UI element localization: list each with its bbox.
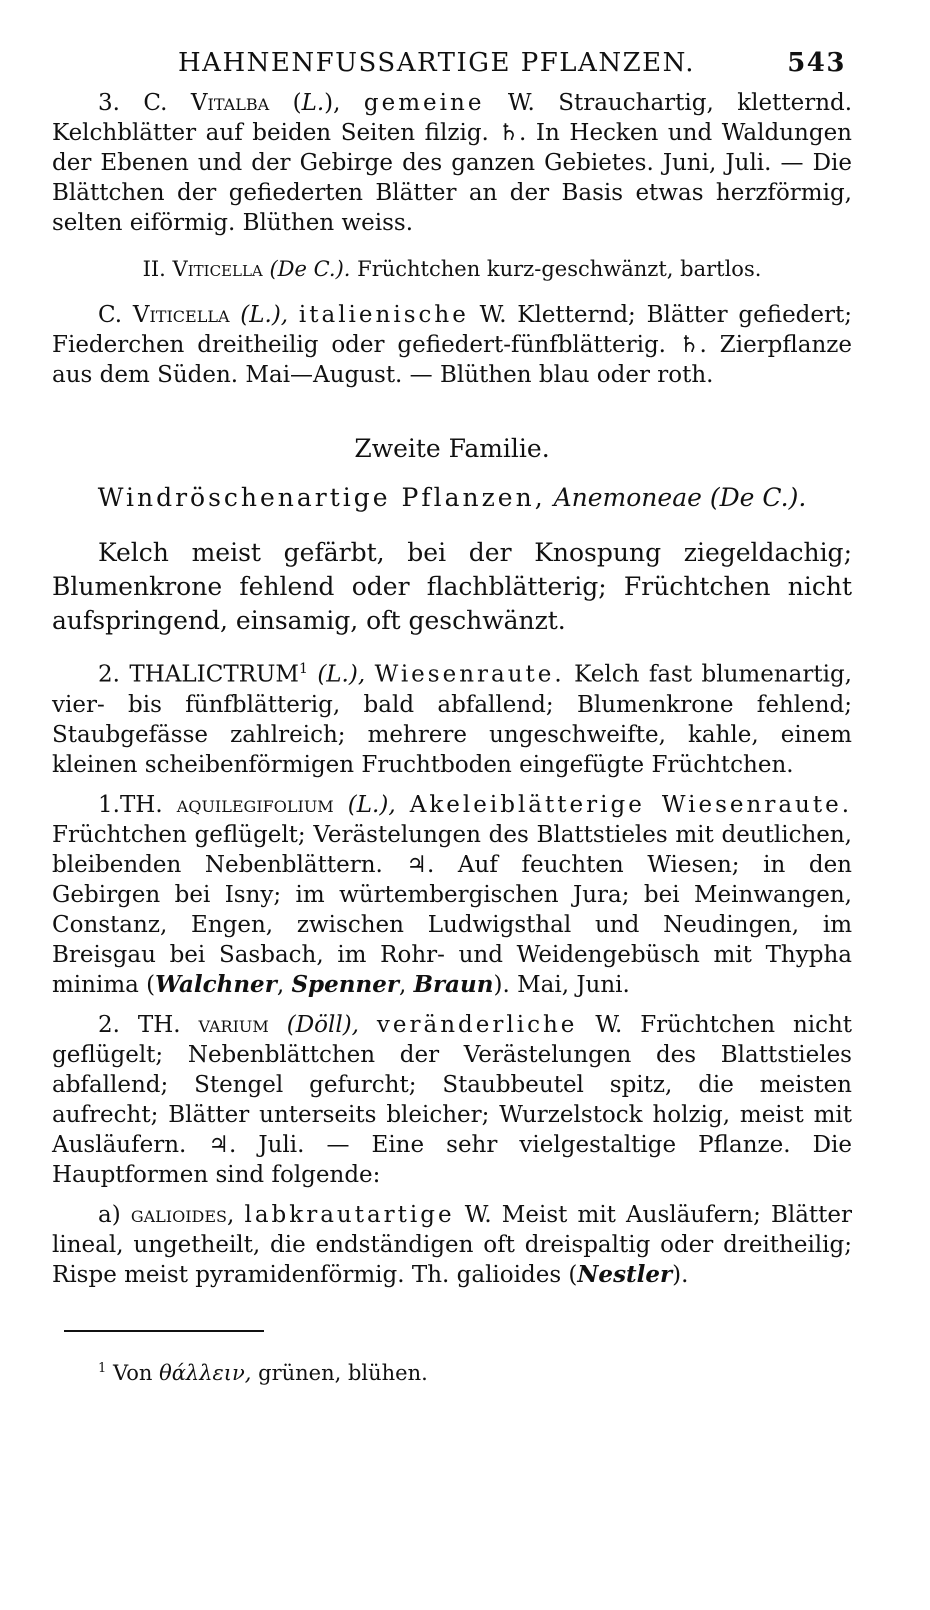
author: (L.), <box>317 661 366 688</box>
entry-galioides: a) galioides, labkrautartige W. Meist mit Ausläufern; Blätter lineal, ungetheilt, die endständigen oft dreispaltig oder dreitheilig; Rispe meist pyramidenförmig. Th. galioides (Nestler). <box>52 1201 853 1288</box>
entry-number: C. <box>98 302 123 328</box>
family-latin-name: Anemoneae (De C.). <box>553 483 807 512</box>
common-name: veränderliche <box>376 1011 578 1038</box>
author: (L.), <box>240 302 289 328</box>
family-heading: Zweite Familie. <box>354 434 550 463</box>
running-header <box>52 48 852 88</box>
entry-text: W. Kletternd; Blätter gefiedert; Fiederchen dreitheilig oder gefiedert-fünfblätterig. ♄. Zierpflanze aus dem Süden. Mai—August. — Blüthen blau oder roth. <box>52 302 852 388</box>
citation: Walchner <box>155 970 277 998</box>
entry-text: Früchtchen geflügelt; Verästelungen des Blattstieles mit deutlichen, bleibenden Nebenblättern. ♃. Auf feuchten Wiesen; in den Gebirgen bei Isny; im würtembergischen Jura; bei Meinwangen, Constanz, Engen, zwischen Ludwigsthal und Neudingen, im Breisgau bei Sasbach, im Rohr- und Weidengebüsch mit Thypha minima ( <box>52 821 852 998</box>
footnote-ref[interactable]: 1 <box>298 661 308 677</box>
entry-viticella <box>52 300 852 390</box>
genus-thalictrum <box>52 654 852 780</box>
author: (Döll), <box>286 1011 359 1038</box>
species-name: varium <box>198 1011 269 1038</box>
citation: Nestler <box>577 1260 673 1288</box>
author: (L.), <box>347 791 396 818</box>
entry-varium <box>52 1010 852 1190</box>
running-title: HAHNENFUSSARTIGE PFLANZEN. <box>178 48 695 78</box>
entry-text: W. Meist mit Ausläufern; Blätter lineal, ungetheilt, die endständigen oft dreispaltig oder dreitheilig; Rispe meist pyramidenförmig. Th. galioides ( <box>52 1201 853 1288</box>
entry-number: 3. C. <box>98 90 168 116</box>
page-number: 543 <box>787 48 846 78</box>
variety-name: galioides, <box>130 1201 235 1228</box>
entry-number: 1.TH. <box>98 791 163 818</box>
author: L. <box>301 90 325 116</box>
citation: Spenner <box>291 970 399 998</box>
entry-text: W. Früchtchen nicht geflügelt; Nebenblättchen der Verästelungen des Blattstieles abfallend; Stengel gefurcht; Staubbeutel spitz, die meisten aufrecht; Blätter unterseits bleicher; Wurzelstock holzig, meist mit Ausläufern. ♃. Juli. — Eine sehr vielgestaltige Pflanze. Die Hauptformen sind folgende: <box>52 1011 853 1188</box>
author: (De C.). <box>269 257 351 281</box>
species-name: Vitalba <box>190 90 270 116</box>
common-name: labkrautartige <box>244 1201 455 1228</box>
section-viticella: II. Viticella (De C.). Früchtchen kurz-geschwänzt, bartlos. <box>142 257 762 281</box>
section-desc: Früchtchen kurz-geschwänzt, bartlos. <box>357 257 762 281</box>
entry-vitalba: 3. C. Vitalba (L.), gemeine W. Strauchartig, kletternd. Kelchblätter auf beiden Seiten filzig. ♄. In Hecken und Waldungen der Ebenen und der Gebirge des ganzen Gebietes. Juni, Juli. — Die Blättchen der gefiederten Blätter an der Basis etwas herzförmig, selten eiförmig. Blüthen weiss. <box>52 90 853 236</box>
common-name: gemeine <box>363 90 485 116</box>
section-name: Viticella <box>172 257 263 281</box>
entry-aquilegifolium: 1.TH. aquilegifolium (L.), Akeleiblätterige Wiesenraute. Früchtchen geflügelt; Verästelungen des Blattstieles mit deutlichen, bleibenden Nebenblättern. ♃. Auf feuchten Wiesen; in den Gebirgen bei Isny; im würtembergischen Jura; bei Meinwangen, Constanz, Engen, zwischen Ludwigsthal und Neudingen, im Breisgau bei Sasbach, im Rohr- und Weidengebüsch mit Thypha minima (Walchner, Spenner, Braun). Mai, Juni. <box>52 791 853 998</box>
family-description: Kelch meist gefärbt, bei der Knospung ziegeldachig; Blumenkrone fehlend oder flachblätterig; Früchtchen nicht aufspringend, einsamig, oft geschwänzt. <box>52 538 852 635</box>
footnote-divider <box>64 1330 264 1332</box>
species-name: aquilegifolium <box>176 791 334 818</box>
footnote: $^1$ Von θάλλειν, grünen, blühen. <box>98 1360 428 1385</box>
citation: Braun <box>413 970 494 998</box>
genus-name: THALICTRUM <box>129 661 299 688</box>
page <box>52 48 852 1388</box>
greek-word: θάλλειν, <box>159 1360 252 1385</box>
entry-text: W. Strauchartig, kletternd. Kelchblätter auf beiden Seiten filzig. ♄. In Hecken und Waldungen der Ebenen und der Gebirge des ganzen Gebietes. Juni, Juli. — Die Blättchen der gefiederten Blätter an der Basis etwas herzförmig, selten eiförmig. Blüthen weiss. <box>52 90 853 236</box>
common-name: italienische <box>298 302 469 328</box>
entry-number: a) <box>98 1201 121 1228</box>
common-name: Wiesenraute. <box>374 661 565 688</box>
common-name: Akeleiblätterige Wiesenraute. <box>409 791 853 818</box>
family-common-name: Windröschenartige Pflanzen, <box>97 483 546 512</box>
entry-text: Kelch fast blumenartig, vier- bis fünfblätterig, bald abfallend; Blumenkrone fehlend; Staubgefässe zahlreich; mehrere ungeschweifte, kahle, einem kleinen scheibenförmigen Fruchtboden eingefügte Früchtchen. <box>52 661 852 778</box>
family-name <box>52 483 852 512</box>
entry-number: 2. <box>98 661 120 688</box>
entry-number: 2. TH. <box>98 1011 181 1038</box>
species-name: Viticella <box>132 302 230 328</box>
footnote-mark: 1 <box>98 1360 107 1376</box>
